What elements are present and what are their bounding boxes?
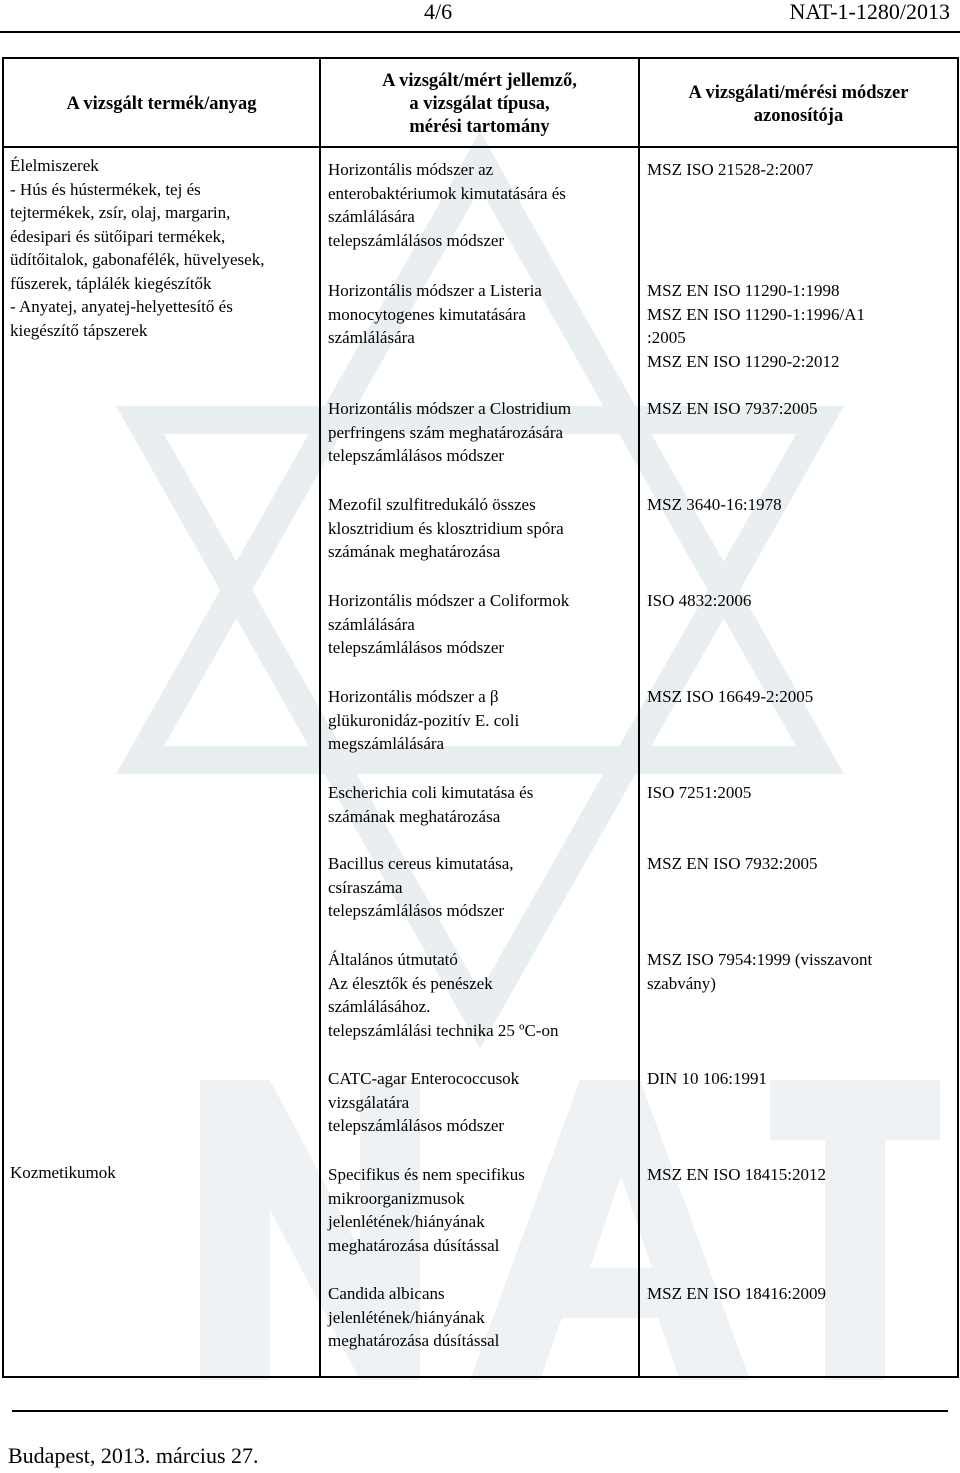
product-cell <box>10 1161 116 1185</box>
characteristic-cell <box>328 685 519 756</box>
text-line: meghatározása dúsítással <box>328 1331 500 1350</box>
text-line: számlálására <box>328 207 415 226</box>
text-line: A vizsgált termék/anyag <box>66 94 257 114</box>
text-line: szabvány) <box>647 973 716 993</box>
characteristic-cell <box>328 852 514 923</box>
text-line: üdítőitalok, gabonafélék, hüvelyesek, <box>10 250 265 269</box>
column-header-characteristic <box>321 70 638 139</box>
text-line: MSZ EN ISO 11290-1:1996/A1 <box>647 304 866 324</box>
text-line: :2005 <box>647 328 686 347</box>
text-line: számlálásához. <box>328 997 431 1016</box>
text-line: kiegészítő tápszerek <box>10 320 148 340</box>
characteristic-cell <box>328 781 533 828</box>
column-header-method <box>640 82 957 128</box>
text-line: Specifikus és nem specifikus <box>328 1165 525 1184</box>
text-line: Horizontális módszer a Clostridium <box>328 399 572 418</box>
characteristic-cell <box>328 158 566 252</box>
text-line: számlálására <box>328 328 415 347</box>
text-line: meghatározása dúsítással <box>328 1235 500 1255</box>
text-line: csíraszáma <box>328 877 403 897</box>
page-number: 4/6 <box>424 0 453 24</box>
text-line: Élelmiszerek <box>10 156 99 175</box>
text-line: ISO 4832:2006 <box>647 591 752 610</box>
text-line: A vizsgálati/mérési módszer <box>688 83 909 103</box>
text-line: jelenlétének/hiányának <box>328 1307 485 1327</box>
method-cell <box>647 1067 767 1091</box>
text-line: klosztridium és klosztridium spóra <box>328 518 564 538</box>
text-line: MSZ ISO 16649-2:2005 <box>647 687 814 706</box>
text-line: MSZ ISO 21528-2:2007 <box>647 160 814 179</box>
text-line: Horizontális módszer a β <box>328 687 499 706</box>
text-line: megszámlálására <box>328 734 445 753</box>
text-line: ISO 7251:2005 <box>647 783 752 802</box>
text-line: MSZ EN ISO 7937:2005 <box>647 399 818 418</box>
footer-rule <box>12 1410 948 1412</box>
characteristic-cell <box>328 493 564 564</box>
characteristic-cell <box>328 589 569 660</box>
method-cell <box>647 397 817 421</box>
text-line: számának meghatározása <box>328 542 501 561</box>
text-line: számlálására <box>328 614 415 634</box>
text-line: tejtermékek, zsír, olaj, margarin, <box>10 203 231 222</box>
method-cell <box>647 948 872 995</box>
text-line: Candida albicans <box>328 1284 445 1303</box>
text-line: monocytogenes kimutatására <box>328 304 526 324</box>
text-line: telepszámlálásos módszer <box>328 230 505 250</box>
text-line: telepszámlálásos módszer <box>328 638 505 657</box>
text-line: Horizontális módszer a Listeria <box>328 281 542 300</box>
text-line: édesipari és sütőipari termékek, <box>10 226 226 246</box>
text-line: telepszámlálásos módszer <box>328 1116 505 1135</box>
characteristic-cell <box>328 1067 519 1138</box>
method-cell <box>647 1282 826 1306</box>
text-line: telepszámlálásos módszer <box>328 446 505 465</box>
text-line: MSZ ISO 7954:1999 (visszavont <box>647 950 873 969</box>
text-line: Mezofil szulfitredukáló összes <box>328 495 536 514</box>
document-id: NAT-1-1280/2013 <box>789 0 950 24</box>
text-line: Horizontális módszer a Coliformok <box>328 591 570 610</box>
method-cell <box>647 781 751 805</box>
text-line: MSZ EN ISO 18415:2012 <box>647 1165 826 1184</box>
text-line: Bacillus cereus kimutatása, <box>328 854 514 873</box>
characteristic-cell <box>328 397 571 468</box>
text-line: perfringens szám meghatározására <box>328 422 564 442</box>
text-line: MSZ EN ISO 11290-2:2012 <box>647 351 840 371</box>
place-and-date: Budapest, 2013. március 27. <box>8 1443 259 1468</box>
text-line: telepszámlálásos módszer <box>328 901 505 920</box>
method-cell <box>647 589 751 613</box>
method-cell <box>647 279 865 373</box>
header-rule <box>0 31 960 33</box>
characteristic-cell <box>328 948 558 1042</box>
method-cell <box>647 685 813 709</box>
text-line: jelenlétének/hiányának <box>328 1212 485 1231</box>
product-cell <box>10 154 264 342</box>
text-line: A vizsgált/mért jellemző, <box>382 71 577 91</box>
text-line: azonosítója <box>753 106 844 126</box>
text-line: vizsgálatára <box>328 1092 410 1112</box>
text-line: DIN 10 106:1991 <box>647 1069 767 1088</box>
text-line: Kozmetikumok <box>10 1163 116 1182</box>
text-line: Escherichia coli kimutatása és <box>328 783 534 802</box>
text-line: mikroorganizmusok <box>328 1188 465 1208</box>
text-line: MSZ 3640-16:1978 <box>647 495 782 514</box>
characteristic-cell <box>328 1282 499 1353</box>
text-line: MSZ EN ISO 7932:2005 <box>647 854 818 873</box>
text-line: - Anyatej, anyatej-helyettesítő és <box>10 297 233 316</box>
method-cell <box>647 158 813 182</box>
text-line: telepszámlálási technika 25 ºC-on <box>328 1020 559 1040</box>
text-line: - Hús és hústermékek, tej és <box>10 179 201 199</box>
text-line: fűszerek, táplálék kiegészítők <box>10 273 212 293</box>
text-line: mérési tartomány <box>409 117 550 137</box>
text-line: enterobaktériumok kimutatására és <box>328 183 566 203</box>
text-line: MSZ EN ISO 11290-1:1998 <box>647 281 840 300</box>
characteristic-cell <box>328 279 542 350</box>
text-line: MSZ EN ISO 18416:2009 <box>647 1284 826 1303</box>
text-line: számának meghatározása <box>328 806 501 826</box>
column-header-product <box>4 93 319 116</box>
text-line: Horizontális módszer az <box>328 160 494 179</box>
method-cell <box>647 852 817 876</box>
text-line: CATC-agar Enterococcusok <box>328 1069 520 1088</box>
characteristic-cell <box>328 1163 525 1257</box>
text-line: a vizsgálat típusa, <box>409 94 550 114</box>
text-line: glükuronidáz-pozitív E. coli <box>328 710 520 730</box>
text-line: Az élesztők és penészek <box>328 973 493 993</box>
method-cell <box>647 493 782 517</box>
text-line: Általános útmutató <box>328 950 458 969</box>
method-cell <box>647 1163 826 1187</box>
